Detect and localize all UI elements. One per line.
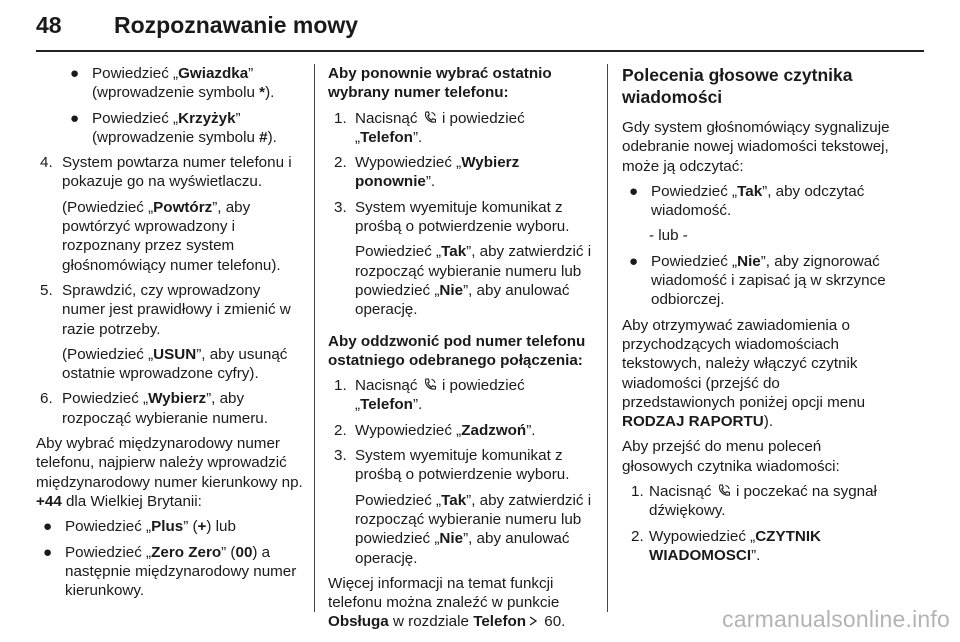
callback-step-3-note: Powiedzieć „Tak”, aby zatwierdzić i rozpocząć wybieranie numeru lub powiedzieć „Nie”, aby anulować operację. [355, 491, 592, 567]
callback-step-1: 1. Nacisnąć i powiedzieć „Telefon”. [334, 377, 525, 414]
redial-step-3-note: Powiedzieć „Tak”, aby zatwierdzić i rozpocząć wybieranie numeru lub powiedzieć „Nie”, aby anulować operację. [355, 243, 592, 319]
page-number: 48 [36, 12, 62, 38]
bullet-mark: ● [70, 109, 80, 127]
section-title: Polecenia głosowe czytnika wiadomości [622, 65, 853, 107]
more-info-paragraph: Więcej informacji na temat funkcji telefonu można znaleźć w punkcie Obsługa w rozdziale Telefon 60. [328, 574, 566, 631]
column-1 [36, 64, 304, 606]
step-4-note: (Powiedzieć „Powtórz”, aby powtórzyć wprowadzony i rozpoznany przez system głośnomówiący numer telefonu). [62, 198, 281, 274]
step-5: 5. Sprawdzić, czy wprowadzony numer jest prawidłowy i zmienić w razie potrzeby. [40, 281, 291, 338]
international-paragraph: Aby wybrać międzynarodowy numer telefonu, najpierw należy wprowadzić międzynarodowy numer kierunkowy np. +44 dla Wielkiej Brytanii: [36, 435, 303, 510]
callback-step-2: 2. Wypowiedzieć „Zadzwoń”. [334, 421, 536, 439]
redial-heading: Aby ponownie wybrać ostatnio wybrany numer telefonu: [328, 65, 552, 102]
reader-step-2: 2. Wypowiedzieć „CZYTNIK WIADOMOSCI”. [631, 527, 822, 564]
bullet-plus: ● Powiedzieć „Plus” (+) lub [43, 518, 236, 536]
reader-step-1: 1. Nacisnąć i poczekać na sygnał dźwiękowy. [631, 483, 877, 520]
notifications-paragraph: Aby otrzymywać zawiadomienia o przychodzących wiadomościach tekstowych, należy włączyć czytnik wiadomości (przejść do przedstawionych poniżej opcji menu RODZAJ RAPORTU). [622, 316, 866, 431]
page-title: Rozpoznawanie mowy [114, 12, 359, 38]
step-5-note: (Powiedzieć „USUN”, aby usunąć ostatnie wprowadzone cyfry). [62, 345, 288, 383]
bullet-krzyzyk: ● Powiedzieć „Krzyżyk” (wprowadzenie symbolu #). [70, 109, 277, 146]
or-separator: - lub - [649, 227, 688, 245]
reader-intro: Gdy system głośnomówiący sygnalizuje odebranie nowej wiadomości tekstowej, może ją odczytać: [622, 119, 890, 175]
redial-step-1: 1. Nacisnąć i powiedzieć „Telefon”. [334, 109, 525, 146]
column-3 [622, 64, 890, 571]
callback-step-3: 3. System wyemituje komunikat z prośbą o potwierdzenie wyboru. [334, 447, 570, 484]
bullet-mark: ● [43, 518, 53, 536]
step-6: 6. Powiedzieć „Wybierz”, aby rozpocząć wybieranie numeru. [40, 390, 268, 427]
page-reference-arrow-icon [528, 616, 538, 626]
page-header [36, 0, 924, 52]
bullet-tak: ● Powiedzieć „Tak”, aby odczytać wiadomość. [629, 182, 865, 220]
redial-step-2: 2. Wypowiedzieć „Wybierz ponownie”. [334, 154, 520, 191]
voice-phone-icon [424, 378, 436, 391]
bullet-mark: ● [43, 543, 53, 561]
step-4: 4. System powtarza numer telefonu i pokazuje go na wyświetlaczu. [40, 154, 292, 191]
bullet-nie: ● Powiedzieć „Nie”, aby zignorować wiadomość i zapisać ją w skrzynce odbiorczej. [629, 252, 886, 309]
menu-paragraph: Aby przejść do menu poleceń głosowych czytnika wiadomości: [622, 438, 840, 475]
column-divider-1 [314, 64, 315, 612]
column-divider-2 [607, 64, 608, 612]
bullet-zero-zero: ● Powiedzieć „Zero Zero” (00) a następnie międzynarodowy numer kierunkowy. [43, 543, 297, 600]
bullet-mark: ● [70, 65, 80, 82]
bullet-mark: ● [629, 182, 639, 200]
column-2 [328, 64, 596, 638]
watermark: carmanualsonline.info [722, 606, 950, 632]
redial-step-3: 3. System wyemituje komunikat z prośbą o potwierdzenie wyboru. [334, 198, 570, 236]
callback-heading: Aby oddzwonić pod numer telefonu ostatniego odebranego połączenia: [328, 332, 586, 369]
bullet-gwiazdka: ● Powiedzieć „Gwiazdka” (wprowadzenie symbolu *). [70, 65, 275, 102]
voice-phone-icon [718, 484, 730, 497]
voice-phone-icon [424, 111, 436, 124]
bullet-mark: ● [629, 252, 639, 270]
